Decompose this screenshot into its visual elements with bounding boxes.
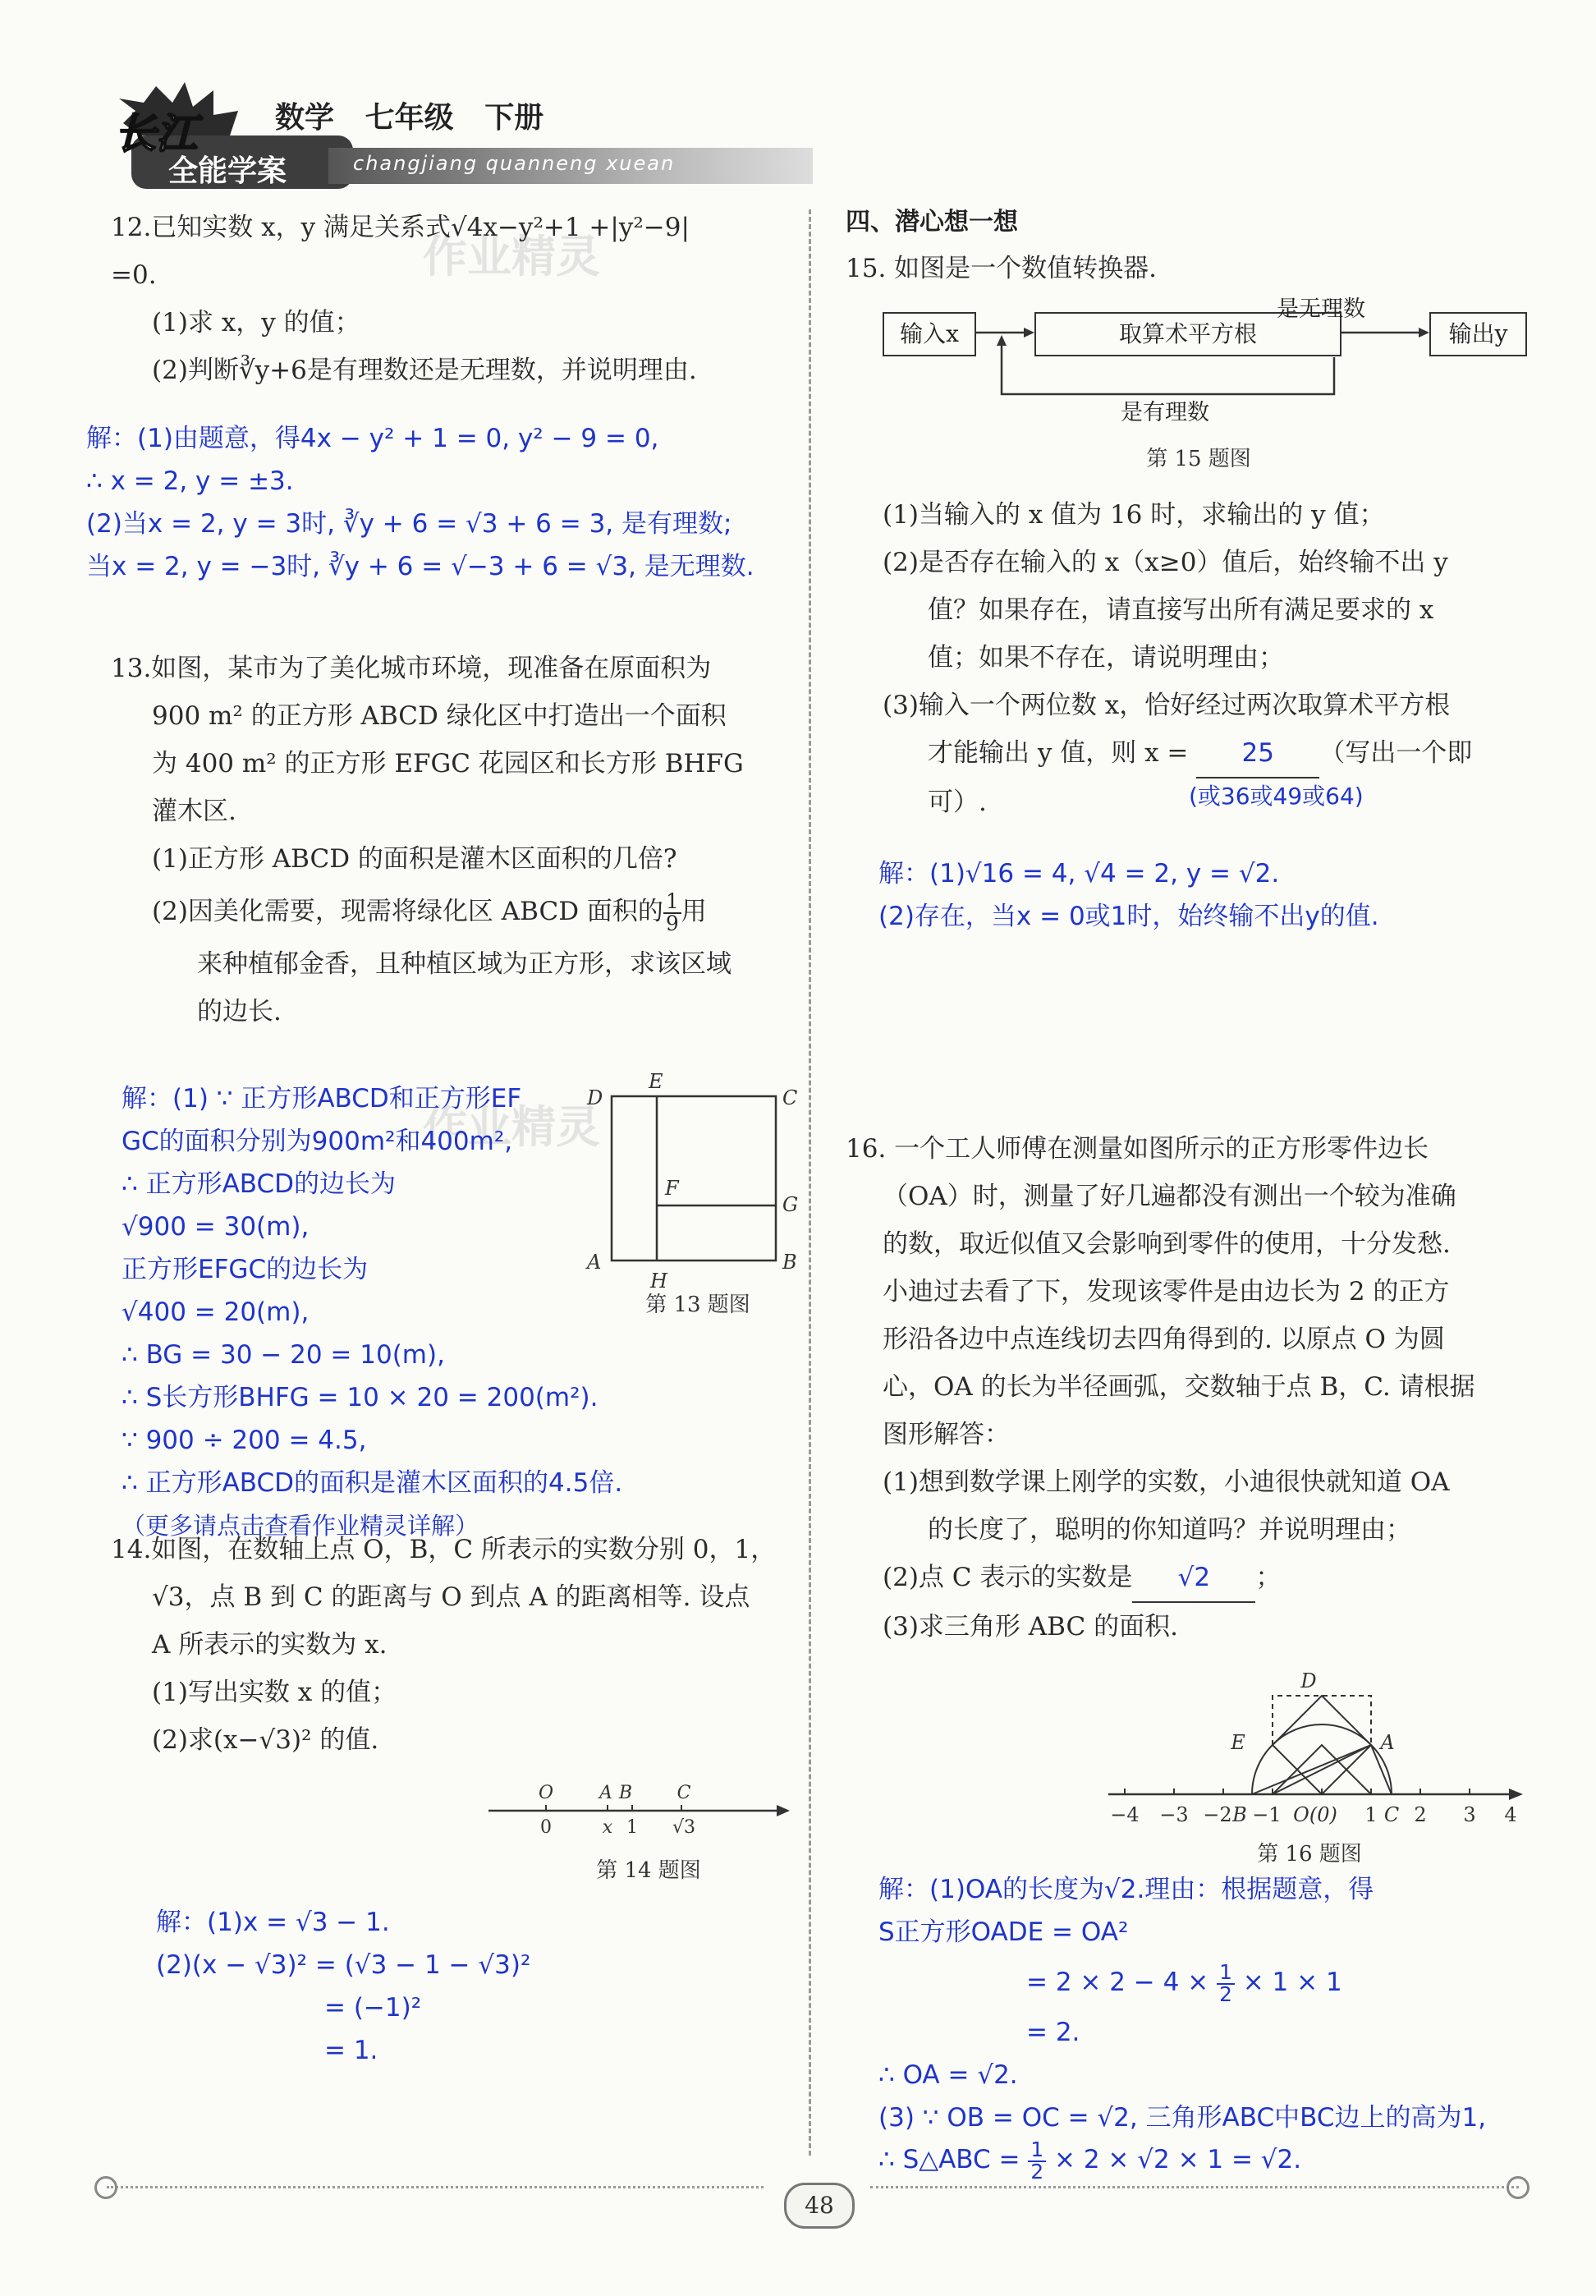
footer-ornament-left — [94, 2176, 117, 2199]
q12-stem: 12.已知实数 x，y 满足关系式√4x−y²+1 +|y²−9| =0. (1)求 x，y 的值； (2)判断∛y+6是有理数还是无理数，并说明理由. — [111, 213, 697, 385]
q14-caption: 第 14 题图 — [596, 1858, 701, 1883]
logo-text: 长江 — [115, 109, 197, 158]
svg-text:−3: −3 — [1159, 1803, 1189, 1826]
svg-text:C: C — [676, 1783, 691, 1803]
footer-line-right — [870, 2186, 1519, 2188]
label-e: E — [649, 1070, 663, 1093]
svg-text:E: E — [1231, 1731, 1245, 1754]
rational-label: 是有理数 — [1121, 400, 1209, 425]
q16-caption: 第 16 题图 — [1257, 1842, 1362, 1867]
footer-ornament-right — [1507, 2176, 1530, 2199]
header-subject: 数学 七年级 下册 — [275, 101, 544, 135]
answer-blank: √2 — [1132, 1554, 1255, 1603]
svg-text:−2: −2 — [1203, 1803, 1232, 1826]
column-divider — [809, 209, 811, 2156]
svg-text:4: 4 — [1504, 1803, 1517, 1826]
input-box: 输入x — [883, 312, 976, 356]
q15-caption: 第 15 题图 — [1146, 447, 1251, 471]
irrational-label: 是无理数 — [1277, 296, 1365, 322]
answer-blank: 25 — [1196, 729, 1319, 778]
q14-number-line — [484, 1766, 796, 1848]
watermark: 作业精灵 — [423, 231, 600, 282]
label-d: D — [587, 1086, 603, 1109]
q16-stem: 16. 一个工人师傅在测量如图所示的正方形零件边长 （OA）时，测量了好几遍都没有测出一个较为准确 的数，取近似值又会影响到零件的使用，十分发愁. 小迪过去看了下，发现该零件是由边长为 2 的正方 形沿各边中点连线切去四角得到的. 以原点 O 为圆 心，OA 的长为半径画弧，交数轴于点 B，C. 请根据 图形解答： (1)想到数学课上刚学的实数，小迪很快就知道 OA 的长度了，聪明的你知道吗？并说明理由； (2)点 C 表示的实数是 √2 ； (3)求三角形 ABC 的面积. — [846, 1134, 1475, 1642]
q13-stem: 13.如图，某市为了美化城市环境，现准备在原面积为 900 m² 的正方形 ABCD 绿化区中打造出一个面积 为 400 m² 的正方形 EFGC 花园区和长方形 BHFG 灌木区. (1)正方形 ABCD 的面积是灌木区面积的几倍? (2)因美化需要，现需将绿化区 ABCD 面积的 $\frac{1}{9}$ 用 来种植郁金香，且种植区域为正方形，求该区域 的边长. — [111, 654, 744, 1026]
sqrt-box: 取算术平方根 — [1034, 312, 1341, 356]
svg-text:D: D — [1300, 1669, 1317, 1692]
logo-sub: 全能学案 — [168, 154, 287, 188]
q16-answer: 解：(1)OA的长度为√2.理由：根据题意，得 S正方形OADE = OA² = 2 × 2 − 4 × $\frac{1}{2}$ × 1 × 1 = 2. ∴ OA = √2. (3) ∵ OB = OC = √2, 三角形ABC中BC边上的高为1, ∴ S△ABC = $\frac{1}{2}$ × 2 × √2 × 1 = √2. — [878, 1875, 1487, 2183]
q15-stem: 15. 如图是一个数值转换器. — [846, 254, 1158, 283]
q16-figure — [1100, 1667, 1527, 1831]
q15-flowchart — [883, 296, 1531, 435]
label-a: A — [587, 1251, 602, 1274]
footer-line-left — [107, 2186, 764, 2188]
svg-text:A: A — [1380, 1731, 1395, 1754]
output-box: 输出y — [1429, 312, 1527, 356]
svg-text:B: B — [618, 1783, 633, 1803]
q14-stem: 14.如图，在数轴上点 O，B，C 所表示的实数分别 0，1， √3，点 B 到 C 的距离与 O 到点 A 的距离相等. 设点 A 所表示的实数为 x. (1)写出实数 x 的值； (2)求(x−√3)² 的值. — [111, 1535, 777, 1755]
square-abcd — [612, 1096, 776, 1261]
svg-text:−1: −1 — [1252, 1803, 1282, 1826]
label-b: B — [782, 1251, 797, 1274]
svg-text:2: 2 — [1414, 1803, 1427, 1826]
svg-text:0: 0 — [540, 1817, 552, 1838]
svg-text:1: 1 — [1364, 1803, 1378, 1826]
svg-text:A: A — [599, 1783, 612, 1803]
label-f: F — [665, 1177, 679, 1200]
svg-text:B: B — [1232, 1803, 1247, 1826]
watermark: 作业精灵 — [423, 1101, 600, 1153]
svg-text:O: O — [538, 1783, 554, 1803]
fraction: $\frac{1}{2}$ — [1217, 1963, 1235, 2005]
label-h: H — [650, 1270, 667, 1293]
header-pinyin: changjiang quanneng xuean — [353, 152, 676, 175]
label-c: C — [782, 1086, 798, 1109]
page-number: 48 — [784, 2183, 855, 2229]
label-g: G — [782, 1193, 799, 1216]
svg-text:O(0): O(0) — [1293, 1803, 1337, 1826]
svg-text:√3: √3 — [672, 1817, 696, 1838]
q15-answer: 解：(1)√16 = 4, √4 = 2, y = √2. (2)存在，当x = 0或1时，始终输不出y的值. — [878, 859, 1379, 931]
fraction: $\frac{1}{2}$ — [1028, 2140, 1046, 2183]
svg-text:−4: −4 — [1110, 1803, 1140, 1826]
q13-answer: 解：(1) ∵ 正方形ABCD和正方形EF GC的面积分别为900m²和400m², ∴ 正方形ABCD的边长为 √900 = 30(m), 正方形EFGC的边长为 √400 = 20(m), ∴ BG = 30 − 20 = 10(m), ∴ S长方形BHFG = 10 × 20 = 200(m²). ∵ 900 ÷ 200 = 4.5, ∴ 正方形ABCD的面积是灌木区面积的4.5倍. （更多请点击查看作业精灵详解） — [122, 1084, 623, 1540]
svg-text:1: 1 — [626, 1817, 638, 1838]
header — [107, 78, 714, 193]
svg-text:C: C — [1383, 1803, 1400, 1826]
q14-answer: 解：(1)x = √3 − 1. (2)(x − √3)² = (√3 − 1 − √3)² = (−1)² = 1. — [156, 1908, 531, 2065]
svg-text:3: 3 — [1463, 1803, 1476, 1826]
q13-caption: 第 13 题图 — [645, 1293, 750, 1317]
q15-alt-answer: (或36或49或64) — [1189, 783, 1364, 810]
q12-answer: 解：(1)由题意，得4x − y² + 1 = 0, y² − 9 = 0, ∴ x = 2, y = ±3. (2)当x = 2, y = 3时, ∛y + 6 = √3 + 6 = 3, 是有理数; 当x = 2, y = −3时, ∛y + 6 = √−3 + 6 = √3, 是无理数. — [86, 424, 754, 581]
svg-text:x: x — [602, 1817, 613, 1838]
fraction: $\frac{1}{9}$ — [663, 892, 681, 934]
section-title: 四、潜心想一想 — [846, 208, 1018, 236]
q15-parts: (1)当输入的 x 值为 16 时，求输出的 y 值； (2)是否存在输入的 x（x≥0）值后，始终输不出 y 值？如果存在，请直接写出所有满足要求的 x 值；如果不存在，请说明理由； (3)输入一个两位数 x，恰好经过两次取算术平方根 才能输出 y 值，则 x = 25 （写出一个即 可）. — [883, 500, 1473, 817]
